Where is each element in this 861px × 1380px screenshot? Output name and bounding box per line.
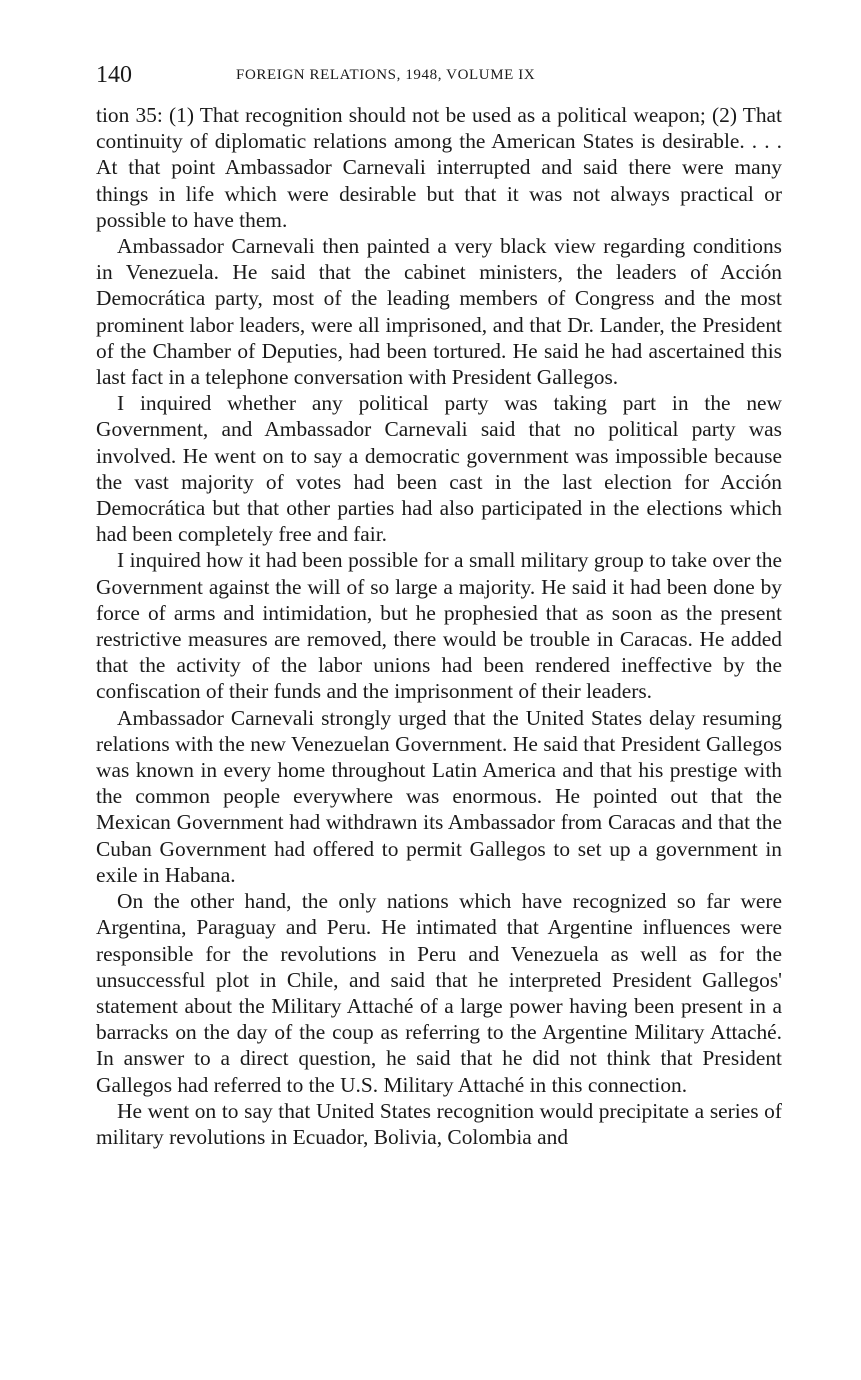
paragraph: Ambassador Carnevali strongly urged that the United States delay resuming relations with the new Venezuelan Government. He said that President Gallegos was known in every home throughout Latin America and that his prestige with the common people everywhere was enormous. He pointed out that the Mexican Government had withdrawn its Ambassador from Caracas and that the Cuban Government had offered to permit Gallegos to set up a government in exile in Habana.: [96, 705, 782, 887]
body-text: [96, 102, 782, 1150]
running-head: FOREIGN RELATIONS, 1948, VOLUME IX: [236, 67, 536, 83]
paragraph: On the other hand, the only nations which have recognized so far were Argentina, Paraguay and Peru. He intimated that Argentine influences were responsible for the revolutions in Peru and Venezuela as well as for the unsuccessful plot in Chile, and said that he interpreted President Gallegos' statement about the Military Attaché of a large power having been present in a barracks on the day of the coup as referring to the Argentine Military Attaché. In answer to a direct question, he said that he did not think that President Gallegos had referred to the U.S. Military Attaché in this connection.: [96, 889, 782, 1097]
page-number: 140: [96, 62, 132, 88]
paragraph: He went on to say that United States recognition would precipitate a series of military revolutions in Ecuador, Bolivia, Colombia and: [96, 1098, 782, 1149]
paragraph-continuation: tion 35: (1) That recognition should not be used as a political weapon; (2) That continuity of diplomatic relations among the American States is desirable. . . . At that point Ambassador Carnevali interrupted and said there were many things in life which were desirable but that it was not always practical or possible to have them.: [96, 103, 782, 232]
paragraph: Ambassador Carnevali then painted a very black view regarding conditions in Venezuela. He said that the cabinet ministers, the leaders of Acción Democrática party, most of the leading members of Congress and the most prominent labor leaders, were all imprisoned, and that Dr. Lander, the President of the Chamber of Deputies, had been tortured. He said he had ascertained this last fact in a telephone conversation with President Gallegos.: [96, 234, 782, 390]
page-header: [96, 58, 782, 98]
paragraph: I inquired whether any political party was taking part in the new Government, and Ambassador Carnevali said that no political party was involved. He went on to say a democratic government was impossible because the vast majority of votes had been cast in the last election for Acción Democrática but that other parties had also participated in the elections which had been completely free and fair.: [96, 391, 782, 547]
paragraph: I inquired how it had been possible for a small military group to take over the Government against the will of so large a majority. He said it had been done by force of arms and intimidation, but he prophesied that as soon as the present restrictive measures are removed, there would be trouble in Caracas. He added that the activity of the labor unions had been rendered ineffective by the confiscation of their funds and the imprisonment of their leaders.: [96, 548, 782, 704]
document-page: [96, 58, 782, 1150]
